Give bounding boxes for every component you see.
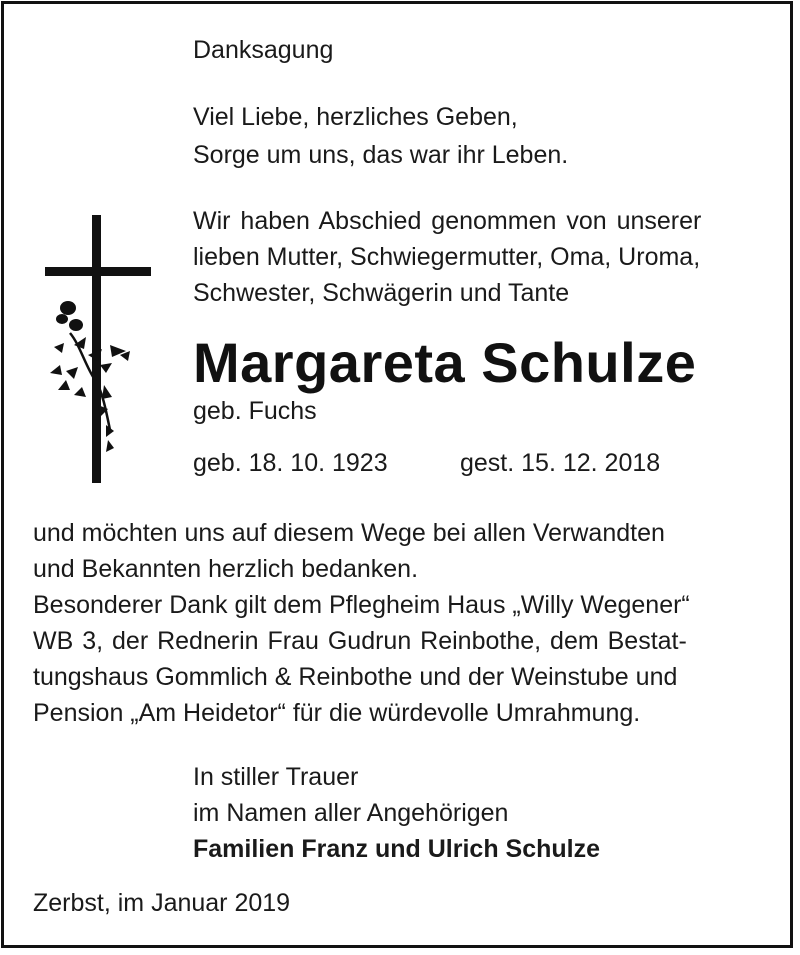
- families: Familien Franz und Ulrich Schulze: [193, 835, 601, 863]
- birth-date: geb. 18. 10. 1923: [193, 449, 388, 477]
- thanks-line-6: Pension „Am Heidetor“ für die würdevolle Umrahmung.: [33, 699, 641, 727]
- closing-line-1: In stiller Trauer: [193, 763, 359, 791]
- death-date: gest. 15. 12. 2018: [460, 449, 661, 477]
- intro-line-1: Wir haben Abschied genommen von unserer: [193, 207, 702, 235]
- birth-name: geb. Fuchs: [193, 397, 317, 425]
- thanks-line-5: tungshaus Gommlich & Reinbothe und der Weinstube und: [33, 663, 678, 691]
- thanks-line-2: und Bekannten herzlich bedanken.: [33, 555, 419, 583]
- place-date: Zerbst, im Januar 2019: [33, 889, 291, 917]
- cross-with-rose-icon: [40, 215, 160, 485]
- intro-line-2: lieben Mutter, Schwiegermutter, Oma, Uroma,: [193, 243, 701, 271]
- heading: Danksagung: [193, 36, 334, 64]
- thanks-line-3: Besonderer Dank gilt dem Pflegheim Haus „Willy Wegener“: [33, 591, 690, 619]
- poem-line-1: Viel Liebe, herzliches Geben,: [193, 103, 518, 131]
- poem-line-2: Sorge um uns, das war ihr Leben.: [193, 141, 569, 169]
- closing-line-2: im Namen aller Angehörigen: [193, 799, 509, 827]
- thanks-line-4: WB 3, der Rednerin Frau Gudrun Reinbothe, dem Bestat-: [33, 627, 687, 655]
- deceased-name: Margareta Schulze: [193, 331, 697, 394]
- intro-line-3: Schwester, Schwägerin und Tante: [193, 279, 570, 307]
- thanks-line-1: und möchten uns auf diesem Wege bei allen Verwandten: [33, 519, 665, 547]
